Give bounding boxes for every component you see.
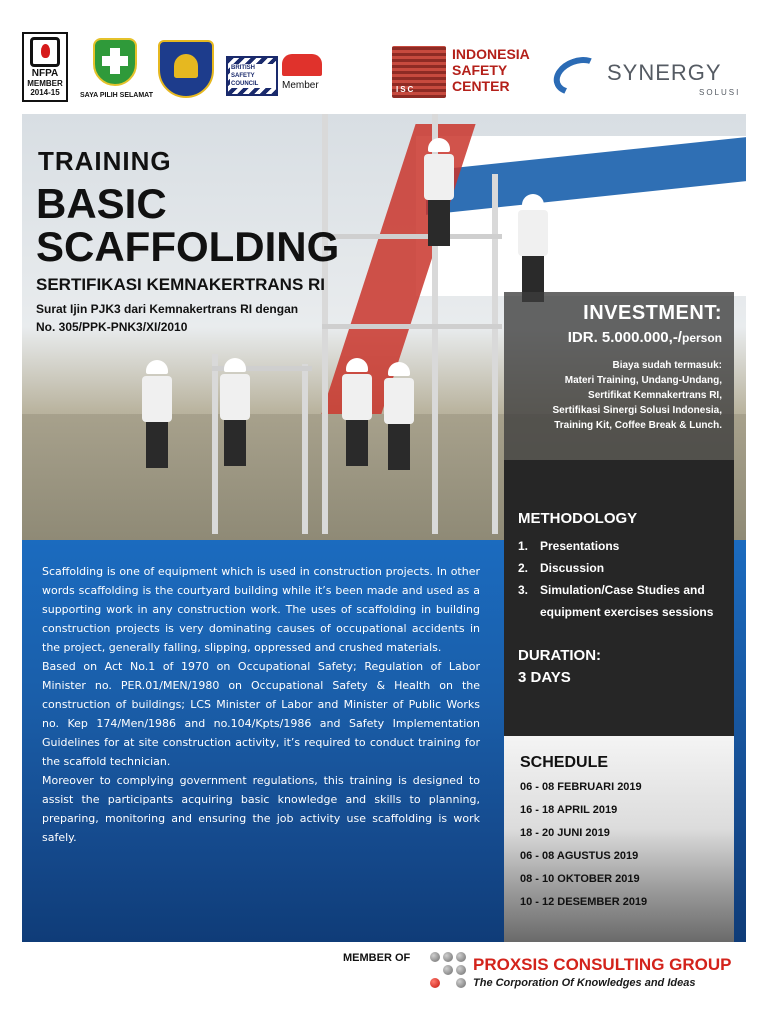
duration: [518, 645, 724, 689]
proxsis-tagline: The Corporation Of Knowledges and Ideas: [473, 977, 696, 989]
saya-pilih-selamat-label: SAYA PILIH SELAMAT: [80, 92, 153, 99]
item-text: Presentations: [540, 539, 620, 553]
investment-price: [512, 329, 722, 346]
isc-abbr: ISC: [396, 85, 416, 94]
schedule-date: 06 - 08 FEBRUARI 2019: [520, 781, 642, 793]
indonesia-safety-center-logo: [392, 46, 552, 98]
includes-item: Sertifikat Kemnakertrans RI,: [588, 390, 722, 401]
description-paragraph: Based on Act No.1 of 1970 on Occupational Safety; Regulation of Labor Minister no. PER.01/MEN/1980 on Occupational Safety & Health on the construction of buildings; LCS Minister of Labor and Minister of Public Works no. Kep 174/Men/1986 and no.104/Kpts/1986 and Safety Implementation Guidelines for at site construction activity, it’s required to conduct training for the scaffold technician.: [42, 660, 480, 768]
methodology-item: [518, 557, 724, 579]
worker-figure: [140, 360, 174, 470]
description-paragraph: Moreover to complying government regulations, this training is designed to assist the participants acquiring basic knowledge and skills to planning, preparing, monitoring and ensuring the job activity use scaffolding is work safely.: [42, 774, 480, 844]
worker-figure: [340, 358, 374, 468]
item-number: 1.: [518, 539, 529, 553]
nfpa-years: 2014-15: [30, 88, 60, 97]
worker-figure: [422, 138, 456, 248]
title-line1: BASIC: [36, 180, 167, 227]
scaffold-pole: [302, 364, 308, 534]
worker-figure: [516, 194, 550, 304]
bsc-text: BRITISH SAFETY COUNCIL: [230, 64, 276, 88]
isc-line1: INDONESIA: [452, 46, 530, 62]
proxsis-dots-icon: [430, 952, 470, 992]
british-safety-council-logo: [226, 54, 324, 98]
people-group-icon: [282, 54, 322, 76]
scaffold-bar: [322, 234, 502, 239]
member-of-label: MEMBER OF: [343, 952, 411, 964]
green-cross-shield-icon: [93, 38, 137, 86]
scaffold-bar: [322, 324, 502, 329]
nfpa-name: NFPA: [31, 68, 59, 79]
certification-label: SERTIFIKASI KEMNAKERTRANS RI: [36, 275, 326, 294]
nfpa-member: MEMBER: [27, 79, 63, 88]
ministry-emblem-icon: [158, 40, 214, 98]
methodology-item: [518, 579, 724, 623]
methodology-heading: METHODOLOGY: [518, 510, 638, 527]
right-blue-strip: [734, 540, 746, 942]
schedule-heading: SCHEDULE: [520, 754, 609, 771]
title-line2: SCAFFOLDING: [36, 223, 340, 270]
schedule-panel: [504, 736, 734, 942]
schedule-date: 08 - 10 OKTOBER 2019: [520, 873, 640, 885]
proxsis-company-name: PROXSIS CONSULTING GROUP: [473, 955, 732, 974]
price-value: IDR. 5.000.000,-/: [567, 329, 682, 346]
methodology-item: [518, 535, 724, 557]
isc-name: [452, 46, 530, 94]
isc-building-icon: [392, 46, 446, 98]
synergy-swoosh-icon: [548, 51, 607, 102]
item-number: 3.: [518, 583, 529, 597]
nfpa-flame-icon: [30, 37, 60, 67]
ministry-emblem-logo: [158, 40, 216, 98]
bsc-member-label: Member: [282, 80, 319, 91]
methodology-panel: [504, 460, 734, 736]
includes-item: Materi Training, Undang-Undang,: [564, 375, 722, 386]
description-paragraph: Scaffolding is one of equipment which is used in construction projects. In other words scaffolding is the courtyard building while it’s been made and used as a supporting work in any construction work. The uses of scaffolding in building construction projects is very dominating causes of occupational accidents in the project, generally falling, slipping, oppressed and crushed materials.: [42, 565, 480, 654]
schedule-date: 16 - 18 APRIL 2019: [520, 804, 618, 816]
investment-box: [504, 292, 734, 460]
isc-line2: SAFETY: [452, 62, 508, 78]
scaffold-pole: [492, 174, 498, 534]
price-unit: person: [681, 331, 722, 345]
schedule-date: 10 - 12 DESEMBER 2019: [520, 896, 648, 908]
schedule-date: 18 - 20 JUNI 2019: [520, 827, 610, 839]
nfpa-logo: [22, 32, 68, 102]
includes-list: [512, 358, 722, 433]
schedule-date: 06 - 08 AGUSTUS 2019: [520, 850, 639, 862]
item-text: Discussion: [540, 561, 605, 575]
permit-line2: No. 305/PPK-PNK3/XI/2010: [36, 320, 188, 334]
worker-figure: [382, 362, 416, 472]
includes-label: Biaya sudah termasuk:: [612, 360, 722, 371]
investment-heading: INVESTMENT:: [583, 302, 722, 324]
synergy-solusi-logo: [553, 54, 745, 100]
item-number: 2.: [518, 561, 529, 575]
saya-pilih-selamat-logo: [80, 38, 153, 104]
schedule-list: [520, 776, 724, 914]
description-panel: [22, 540, 504, 942]
permit-line1: Surat Ijin PJK3 dari Kemnakertrans RI dengan: [36, 302, 299, 316]
synergy-sub: SOLUSI: [699, 88, 741, 97]
bsc-flag-icon: [226, 56, 278, 96]
synergy-name: SYNERGY: [607, 60, 722, 85]
duration-value: 3 DAYS: [518, 669, 571, 686]
training-label: TRAINING: [38, 146, 172, 176]
isc-line3: CENTER: [452, 78, 510, 94]
permit-text: [36, 300, 336, 336]
item-text: Simulation/Case Studies and equipment exercises sessions: [540, 583, 714, 619]
duration-heading: DURATION:: [518, 647, 602, 664]
worker-figure: [218, 358, 252, 468]
includes-item: Sertifikasi Sinergi Solusi Indonesia,: [552, 405, 722, 416]
methodology-list: [518, 535, 724, 623]
includes-item: Training Kit, Coffee Break & Lunch.: [554, 420, 722, 431]
